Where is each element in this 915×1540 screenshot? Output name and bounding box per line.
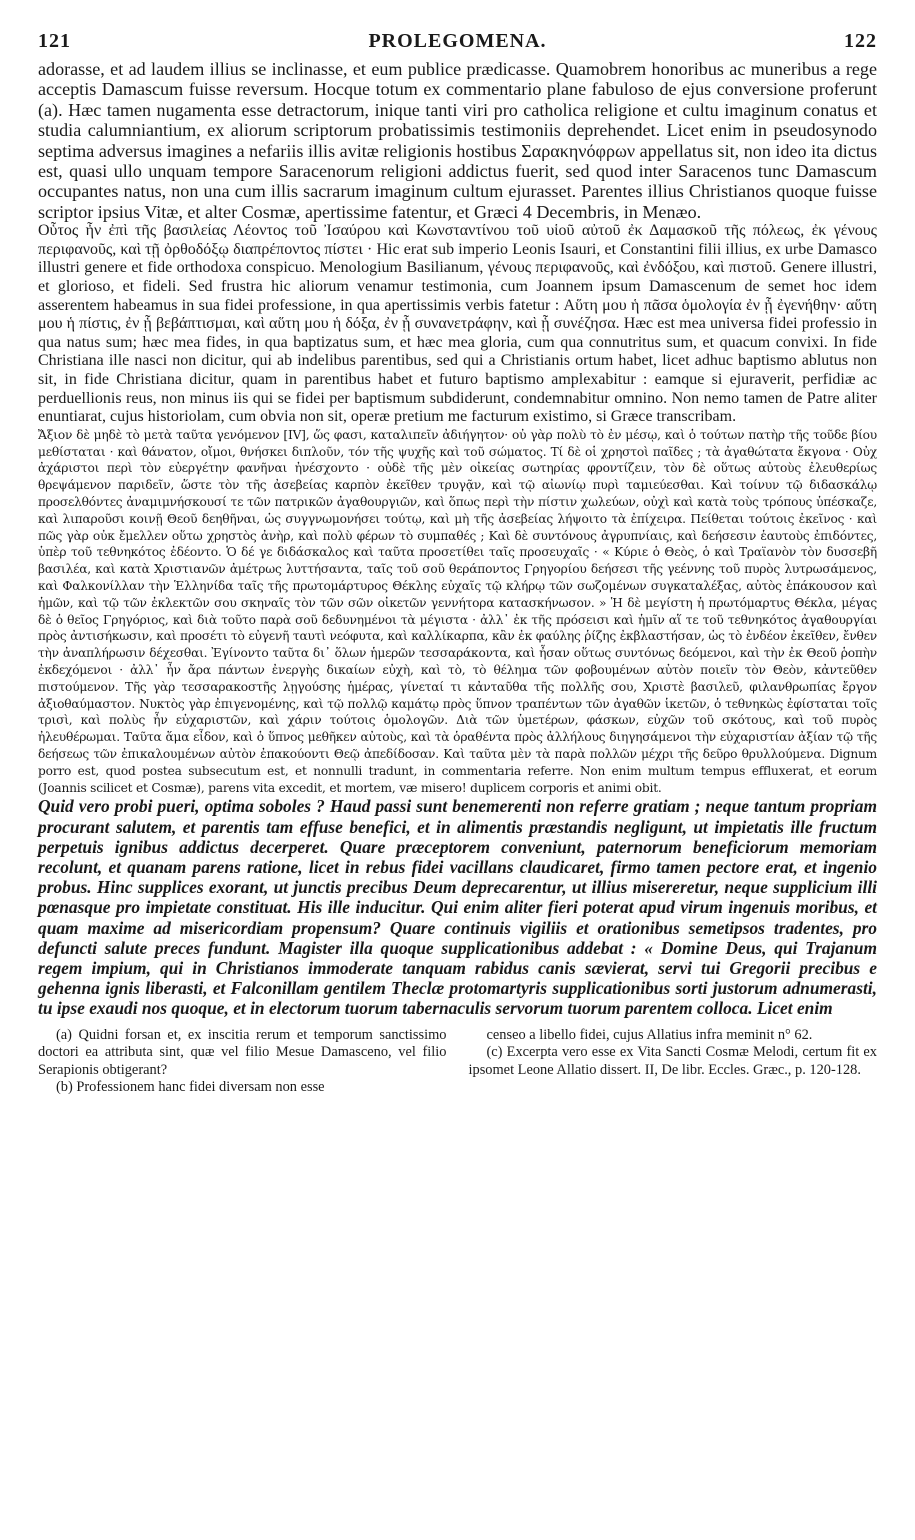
- paragraph-mixed-2: Οὗτος ἦν ἐπὶ τῆς βασιλείας Λέοντος τοῦ Ἰσαύρου καὶ Κωνσταντίνου τοῦ υἱοῦ αὐτοῦ ἐκ Δαμασκοῦ τῆς πόλεως, ἐκ γένους περιφανοῦς, καὶ τῇ ὀρθοδόξῳ διαπρέποντος πίστει · Hic erat sub imperio Leonis Isauri, et Constantini filii illius, ex urbe Damasco illustri genere et fide orthodoxa conspicuo. Menologium Basilianum, γένους περιφανοῦς, καὶ ἐνδόξου, καὶ πιστοῦ. Genere illustri, et glorioso, et fideli. Sed frustra hic aliorum venamur testimonia, cum Joannem ipsum Damascenum de semet hoc idem asserentem habeamus in sua fidei professione, in qua apertissimis verbis fatetur : Αὕτη μου ἡ πᾶσα ὁμολογία ἐν ᾗ ἐγενήθην· αὕτη μου ἡ πίστις, ἐν ᾗ βεβάπτισμαι, καὶ αὕτη μου ἡ δόξα, ἐν ᾗ συνανετράφην, καὶ ᾗ συνέζησα. Hæc est mea universa fidei professio in qua natus sum; hæc mea fides, in qua baptizatus sum, et hæc mea gloria, cum qua connutritus sum, et quacum convixi. In fide Christiana ille nasci non dicitur, qui ab indelibus parentibus, sed qui a Christianis ortum habet, licet adhuc baptismo ablutus non sit, in fide Christiana dicitur, quam in parentibus habet et futuro baptismo amplexabitur : eamque si ejuraverit, perfidiæ ac perduellionis reus, non minus iis qui se fidei per baptismum subdiderunt, condemnabitur omnino. Non nemo tamen de Patre aliter enuntiarat, cujus historiolam, cum obvia non sit, operæ pretium me facturum existimo, si Græce transcribam.: [38, 222, 877, 426]
- footnotes: [38, 1027, 877, 1097]
- page-number-right: 122: [844, 30, 877, 52]
- page-header: [38, 30, 877, 53]
- footnote-b: (b) Professionem hanc fidei diversam non esse: [56, 1079, 325, 1096]
- running-title: PROLEGOMENA.: [368, 30, 547, 52]
- paragraph-latin-1: adorasse, et ad laudem illius se inclinasse, et eum publice prædicasse. Quamobrem honoribus ac muneribus a rege acceptis Damascum fuisse reversum. Hocque totum ex commentario plane fabuloso de ejus conversione proferunt (a). Hæc tamen nugamenta esse detractorum, inique tanti viri pro catholica religione et cultu imaginum conatus et studia calumniantium, ex aliorum scriptorum probatissimis testimoniis deprehendet. Licet enim in pseudosynodo septima adversus imagines a nefariis illis avitæ religionis hostibus Σαρακηνόφρων appellatus sit, non ideo ita dictus est, quasi ullo unquam tempore Saracenorum religioni addictus fuerit, sed quod inter Saracenos tunc Damascum occupantes natus, non una cum illis sacrarum imaginum cultum ejurasset. Parentes illius Christianos quoque fuisse scriptor ipsius Vitæ, et alter Cosmæ, apertissime fatentur, et Græci 4 Decembris, in Menæo.: [38, 59, 877, 222]
- main-text: [38, 59, 877, 1019]
- paragraph-latin-italic-4: Quid vero probi pueri, optima soboles ? Haud passi sunt benemerenti non referre gratiam ; neque tantum propriam procurant salutem, et parentis tam effuse benefici, et in alimentis præstandis negligunt, ut impietatis ille fructum perpetuis ignibus addictus decerperet. Quare præceptorem conveniunt, paternorum beneficiorum memoriam recolunt, et quanam parens ratione, licet in rebus fidei vacillans claudicaret, firmo tamen pectore erat, et ingenio probus. Hinc supplices exorant, ut junctis precibus Deum deprecarentur, ut illius misereretur, neque supplicium illi pœnasque pro impietate constituat. His ille inducitur. Qui enim aliter fieri poterat apud virum ingenuis moribus, et quam maxime ad misericordiam propensum? Quare continuis vigiliis et orationibus semetipsos tradentes, pro defuncti salute preces fundunt. Magister illa quoque supplicationibus addebat : « Domine Deus, qui Trajanum regem impium, qui in Christianos immoderate tanquam rabidus canis sævierat, servi tui Gregorii precibus e gehenna ignis liberasti, et Falconillam gentilem Theclæ protomartyris supplicationibus sorti justorum adnumerasti, tu ipse exaudi nos quoque, et in electorum tuorum tabernaculis servorum tuorum parentem colloca. Licet enim: [38, 796, 877, 1019]
- page-number-left: 121: [38, 30, 71, 52]
- footnote-b-continued: censeo a libello fidei, cujus Allatius infra meminit n° 62.: [486, 1026, 813, 1043]
- footnotes-left-column: [38, 1027, 447, 1097]
- footnote-c: (c) Excerpta vero esse ex Vita Sancti Cosmæ Melodi, certum fit ex ipsomet Leone Allatio dissert. II, De libr. Eccles. Græc., p. 120-128.: [468, 1044, 877, 1078]
- footnote-a: (a) Quidni forsan et, ex inscitia rerum et temporum sanctissimo doctori ea attributa sint, quæ vel filio Mesue Damasceno, vel filio Serapionis obtigerant?: [38, 1026, 447, 1078]
- paragraph-greek-3: Ἄξιον δὲ μηδὲ τὸ μετὰ ταῦτα γενόμενον [IV], ὥς φασι, καταλιπεῖν ἀδιήγητον· οὐ γὰρ πολὺ τὸ ἐν μέσῳ, καὶ ὁ τούτων πατὴρ τῆς τοῦδε βίου μεθίσταται · καὶ θάνατον, οἴμοι, θνήσκει διπλοῦν, τόν τῆς ψυχῆς καὶ τοῦ σώματος. Τί δὲ οἱ χρηστοὶ παῖδες ; τὰ ἀγαθώτατα ἔκγονα · Οὐχ ἀχάριστοι περὶ τὸν εὐεργέτην φανῆναι ἠνέσχοντο · οὐδὲ τῆς μὲν οἰκείας σωτηρίας φροντίζειν, τὸν δὲ οὕτως αὐτοὺς ἐλευθερίως θρεψάμενον παριδεῖν, ὥστε τὸν τῆς ἀσεβείας καρπὸν ἐκεῖθεν τρυγᾷν, καὶ τῷ αἰωνίῳ πυρὶ ταμιεύεσθαι. Καὶ τοίνυν τῷ διδασκάλῳ προσελθόντες ἀναμιμνήσκουσί τε τῶν πατρικῶν ἀγαθουργιῶν, καὶ ὅπως περὶ τὴν πίστιν χωλεύων, οὐχὶ καὶ κατὰ τοὺς τρόπους ὑπέσκαζε, καὶ λιπαροῦσι κοινῇ Θεοῦ δεηθῆναι, ὡς συγγνωμονήσει τούτῳ, καὶ μὴ τῆς ἀσεβείας λήψοιτο τὰ ἐπίχειρα. Πείθεται τούτοις ἐκεῖνος · καὶ πῶς γὰρ οὐκ ἔμελλεν οὕτω χρηστὸς ἀνὴρ, καὶ πολὺ φέρων τὸ συμπαθές ; Καὶ δὲ συντόνους ἀγρυπνίαις, καὶ δεήσεσιν ἑαυτοὺς ἐπιδόντες, ὑπὲρ τοῦ τεθνηκότος ἐδέοντο. Ὁ δέ γε διδάσκαλος καὶ ταῦτα προσετίθει ταῖς προσευχαῖς · « Κύριε ὁ Θεὸς, ὁ καὶ Τραϊανὸν τὸν δυσσεβῆ βασιλέα, καὶ κατὰ Χριστιανῶν ἀμέτρως λυττήσαντα, ταῖς τοῦ σοῦ θεράποντος Γρηγορίου δεήσεσι τῆς γεέννης τοῦ πυρὸς λυτρωσάμενος, καὶ Φαλκονίλλαν τὴν Ἑλληνίδα ταῖς τῆς πρωτομάρτυρος Θέκλης εὐχαῖς τῷ κλήρῳ τῶν σωζομένων συγκαταλέξας, αὐτὸς ἐπάκουσον καὶ ἡμῶν, καὶ τῷ τῶν ἐκλεκτῶν σου σκηναῖς τὸν τῶν σῶν οἰκετῶν γεννήτορα κατασκήνωσον. » Ἡ δὲ μεγίστη ἡ πρωτόμαρτυς Θέκλα, μέγας δὲ ὁ θεῖος Γρηγόριος, καὶ διὰ τοῦτο παρὰ σοῦ δεδυνημένοι τὰ μέγιστα · ἀλλ᾽ ἐκ τῆς πρόσεισι καὶ ἡμῖν αἵ τε τοῦ τεθνηκότος ἀγαθουργίαι πρὸς ἀντισήκωσιν, καὶ προσέτι τὸ εὐγενῆ ταυτὶ νεόφυτα, καὶ καλλίκαρπα, κἂν ἐκ φαύλης ῥίζης ἐκβλαστήσαν, ὡς τὸ ἐνδέον ἐκεῖθεν, ἔνθεν τὴν ἀναπλήρωσιν δέχεσθαι. Ἐγίνοντο ταῦτα δι᾽ ὅλων ἡμερῶν τεσσαράκοντα, καὶ ἦσαν οὕτως συντόνως δεόμενοι, καὶ τὴν ἐκ Θεοῦ ῥοπὴν ἐκδεχόμενοι · ἀλλ᾽ ἦν ἄρα πάντων ἐνεργὴς δικαίων εὐχὴ, καὶ τὸ, τὸ θέλημα τῶν φοβουμένων αὐτὸν ποιεῖν τὸν Θεὸν, κἀντεῦθεν πιστούμενον. Τῆς γὰρ τεσσαρακοστῆς λῃγούσης ἡμέρας, γίνεταί τι κἀνταῦθα τῆς πολλῆς σου, Χριστὲ βασιλεῦ, φιλανθρωπίας ἔργον ἀξιοθαύμαστον. Νυκτὸς γὰρ ἐπιγενομένης, καὶ τῷ πολλῷ καμάτῳ πρὸς ὕπνον τραπέντων τῶν ἀγαθῶν ἱκετῶν, ὁ τεθνηκὼς ἐφίσταται τοῖς τρισὶ, καὶ πολὺς ἦν εὐχαριστῶν, καὶ χάριν τούτοις ὁμολογῶν. Διὰ τῶν ὑμετέρων, φάσκων, εὐχῶν τοῦ σκότους, καὶ τοῦ πυρὸς ἠλευθέρωμαι. Ταῦτα ἅμα εἶδον, καὶ ὁ ὕπνος μεθῆκεν αὐτοὺς, καὶ τὰ ὁραθέντα πρὸς ἀλλήλους διηγησάμενοι τὴν εὐχαριστίαν ἀξίαν τῷ τῆς δεήσεως τῶν ἐπικαλουμένων αὐτὸν ἐπακούοντι Θεῷ ἀπεδίδοσαν. Καὶ ταῦτα μὲν τὰ παρὰ πολλῶν μέχρι τῆς δεῦρο θρυλλούμενα. Dignum porro est, quod postea subsecutum est, et nonnulli tradunt, in commentaria referre. Non enim multum tempus effluxerat, et eorum (Joannis scilicet et Cosmæ), parens vita excedit, et mortem, væ misero! duplicem corporis et animi obit.: [38, 427, 877, 795]
- footnotes-right-column: [469, 1027, 878, 1097]
